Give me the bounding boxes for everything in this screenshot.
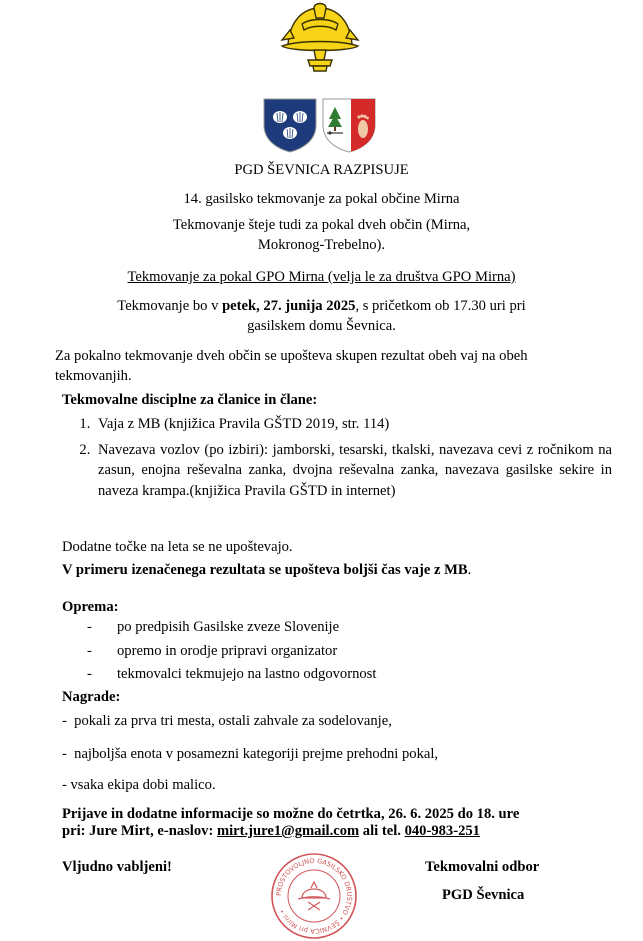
date-line: Tekmovanje bo v petek, 27. junija 2025, s pričetkom ob 17.30 uri pri	[117, 298, 526, 314]
extra-points-note: Dodatne točke na leta se ne upoštevajo.	[62, 539, 293, 555]
gpo-cup-line: Tekmovanje za pokal GPO Mirna (velja le za društva GPO Mirna)	[127, 269, 516, 285]
equipment-item: - opremo in orodje pripravi organizator	[87, 643, 338, 659]
disciplines-title: Tekmovalne disciplne za članice in člane:	[62, 392, 318, 408]
venue-line: gasilskem domu Ševnica.	[247, 318, 396, 334]
page-title: PGD ŠEVNICA RAZPISUJE	[234, 162, 409, 178]
society-stamp	[270, 852, 358, 940]
date-bold: petek, 27. junija 2025	[222, 298, 356, 314]
fire-helmet-icon	[280, 0, 360, 72]
email-link[interactable]: mirt.jure1@gmail.com	[216, 823, 360, 839]
award-item: - vsaka ekipa dobi malico.	[62, 777, 216, 793]
stamp-emblem-icon	[298, 882, 330, 910]
combined-result-text: Za pokalno tekmovanje dveh občin se upošteva skupen rezultat obeh vaj na obeh tekmovanjih.	[55, 348, 528, 385]
equipment-title: Oprema:	[62, 599, 119, 615]
foot-crest-icon	[321, 97, 377, 153]
discipline-item: 2. Navezava vozlov (po izbiri): jamborski, tesarski, tkalski, navezava cevi z ročnikom na zasun, enojna reševalna zanka, dvojna reševalna zanka, navezava gasilske sekire in naveza krampa.(knjižica Pravila GŠTD in internet)	[94, 440, 612, 502]
two-municipalities-line: Tekmovanje šteje tudi za pokal dveh občin (Mirna,	[172, 217, 471, 233]
registration-line: Prijave in dodatne informacije so možne do četrtka, 26. 6. 2025 do 18. ure	[62, 806, 520, 822]
committee-signature: Tekmovalni odbor	[425, 859, 540, 875]
tie-rule: V primeru izenačenega rezultata se upošteva boljši čas vaje z MB.	[62, 562, 472, 578]
two-municipalities-line-2: Mokronog-Trebelno).	[257, 237, 386, 253]
society-signature: PGD Ševnica	[442, 887, 525, 903]
competition-line: 14. gasilsko tekmovanje za pokal občine Mirna	[183, 191, 460, 207]
shell-crest-icon	[262, 97, 318, 153]
equipment-item: - po predpisih Gasilske zveze Slovenije	[87, 619, 340, 635]
greeting: Vljudno vabljeni!	[62, 859, 172, 875]
discipline-item: 1. Vaja z MB (knjižica Pravila GŠTD 2019, str. 114)	[94, 414, 612, 435]
equipment-item: - tekmovalci tekmujejo na lastno odgovornost	[87, 666, 377, 682]
disciplines-list	[70, 414, 612, 507]
award-item: - najboljša enota v posamezni kategoriji prejme prehodni pokal,	[62, 746, 439, 762]
contact-line: pri: Jure Mirt, e-naslov: mirt.jure1@gmail.com ali tel. 040-983-251	[62, 823, 480, 839]
awards-title: Nagrade:	[62, 689, 121, 705]
phone-link[interactable]: 040-983-251	[404, 823, 480, 839]
stamp-text: PROSTOVOLJNO GASILSKO DRUŠTVO • ŠEVNICA pri Mirni •	[274, 856, 354, 936]
award-item: - pokali za prva tri mesta, ostali zahvale za sodelovanje,	[62, 713, 392, 729]
